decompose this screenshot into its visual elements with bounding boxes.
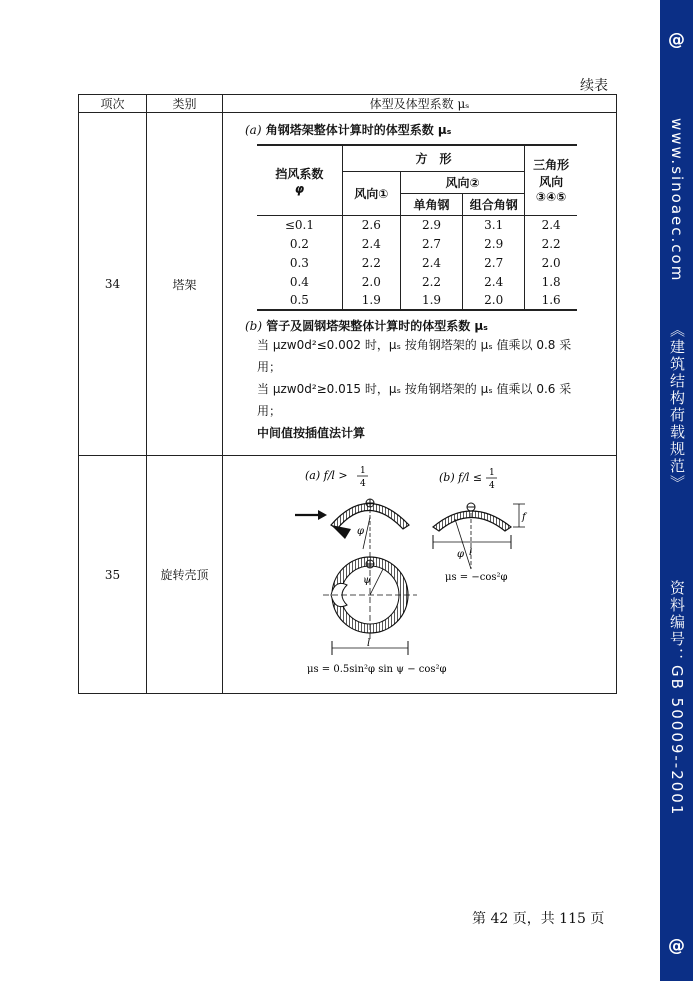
note-line-2b: 用； xyxy=(257,404,282,418)
continued-label: 续表 xyxy=(580,78,608,94)
row34-index: 34 xyxy=(79,113,147,456)
caption-a xyxy=(245,121,606,138)
cell-s-5: 1.9 xyxy=(400,291,462,310)
cell-d1-3: 2.2 xyxy=(342,253,400,272)
row35-content xyxy=(223,456,617,694)
cell-c-4: 2.4 xyxy=(463,272,525,291)
angle-steel-table xyxy=(257,144,577,311)
triangle-header xyxy=(525,145,577,215)
phi-b: φ xyxy=(457,548,465,560)
radius-b xyxy=(455,519,471,569)
note-line-1a: 当 μzw0d²≤0.002 时，μₛ 按角钢塔架的 μₛ 值乘以 0.8 采 xyxy=(257,338,572,352)
note-line-3: 中间值按插值法计算 xyxy=(257,426,366,440)
dim-f-label: f xyxy=(522,511,526,523)
cell-d1-1: 2.6 xyxy=(342,215,400,234)
phi-a: φ xyxy=(357,525,365,537)
cell-t-1: 2.4 xyxy=(525,215,577,234)
table-header-row xyxy=(79,95,617,113)
phi-label: φ xyxy=(294,181,305,196)
col-wind-coef xyxy=(257,145,342,215)
label-b: (b) f/l ≤ xyxy=(439,470,483,484)
cell-d1-5: 1.9 xyxy=(342,291,400,310)
at-symbol-top: @ xyxy=(668,30,685,50)
table-row-35 xyxy=(79,456,617,694)
cell-t-5: 1.6 xyxy=(525,291,577,310)
radius-a xyxy=(363,517,370,549)
caption-a-prefix: (a) xyxy=(245,123,262,137)
note-line-2a: 当 μzw0d²≥0.015 时，μₛ 按角钢塔架的 μₛ 值乘以 0.6 采 xyxy=(257,382,572,396)
dir2-header: 风向② xyxy=(400,171,524,193)
wind-coef-label: 挡风系数 xyxy=(275,166,324,181)
row35-index: 35 xyxy=(79,456,147,694)
triangle-label: 三角形 xyxy=(533,158,570,173)
book-title-text: 《建筑结构荷载规范》 xyxy=(668,322,686,492)
triangle-dir-nums: ③④⑤ xyxy=(535,190,567,205)
header-index: 项次 xyxy=(79,95,147,113)
side-banner xyxy=(660,0,693,981)
website-text: www.sinoaec.com xyxy=(668,118,686,283)
cell-c-2: 2.9 xyxy=(463,234,525,253)
main-table xyxy=(78,94,617,694)
caption-b xyxy=(245,317,606,334)
row34-content xyxy=(223,113,617,456)
rotating-shell-diagram xyxy=(223,457,616,693)
cell-c-3: 2.7 xyxy=(463,253,525,272)
wind-arrow-head xyxy=(318,510,327,520)
frac-a-den: 4 xyxy=(360,478,366,489)
cell-phi-4: 0.4 xyxy=(289,274,309,289)
caption-a-text: 角钢塔架整体计算时的体型系数 μₛ xyxy=(265,123,452,137)
header-shape: 体型及体型系数 μₛ xyxy=(223,95,617,113)
cell-s-1: 2.9 xyxy=(400,215,462,234)
cell-s-2: 2.7 xyxy=(400,234,462,253)
cell-t-4: 1.8 xyxy=(525,272,577,291)
page-footer: 第 42 页，共 115 页 xyxy=(472,911,605,927)
dim-b-label: l xyxy=(469,546,473,558)
shell-a-left-load xyxy=(331,525,351,539)
formula-a: μs = 0.5sin²φ sin ψ − cos²φ xyxy=(307,663,447,675)
cell-phi-2: 0.2 xyxy=(289,236,309,251)
combo-header: 组合角钢 xyxy=(463,193,525,215)
cell-d1-4: 2.0 xyxy=(342,272,400,291)
dim-a-label: l xyxy=(367,637,371,649)
cell-d1-2: 2.4 xyxy=(342,234,400,253)
caption-b-notes xyxy=(245,334,606,444)
row34-category: 塔架 xyxy=(147,113,223,456)
triangle-dir-label: 风向 xyxy=(539,175,564,190)
cell-t-2: 2.2 xyxy=(525,234,577,253)
frac-a-num: 1 xyxy=(360,465,366,476)
note-line-1b: 用； xyxy=(257,360,282,374)
cell-s-4: 2.2 xyxy=(400,272,462,291)
cell-phi-1: ≤0.1 xyxy=(257,215,342,234)
doc-code-text: 资料编号：GB 50009--2001 xyxy=(668,580,686,817)
cell-c-1: 3.1 xyxy=(463,215,525,234)
cell-c-5: 2.0 xyxy=(463,291,525,310)
dir1-header: 风向① xyxy=(342,171,400,215)
cell-phi-5: 0.5 xyxy=(257,291,342,310)
frac-b-num: 1 xyxy=(489,467,495,478)
row35-category: 旋转壳顶 xyxy=(147,456,223,694)
caption-b-text: 管子及圆钢塔架整体计算时的体型系数 μₛ xyxy=(266,319,488,333)
at-symbol-bottom: @ xyxy=(668,936,685,956)
cell-phi-3: 0.3 xyxy=(289,255,309,270)
shell-b-top xyxy=(433,511,511,531)
table-row-34 xyxy=(79,113,617,456)
cell-t-3: 2.0 xyxy=(525,253,577,272)
psi-a: ψ xyxy=(363,574,371,586)
formula-b: μs = −cos²φ xyxy=(445,571,508,583)
caption-b-prefix: (b) xyxy=(245,319,263,333)
label-a: (a) f/l > xyxy=(305,468,348,482)
header-category: 类别 xyxy=(147,95,223,113)
single-header: 单角钢 xyxy=(400,193,462,215)
cell-s-3: 2.4 xyxy=(400,253,462,272)
square-header: 方 形 xyxy=(342,145,525,171)
frac-b-den: 4 xyxy=(489,480,495,491)
